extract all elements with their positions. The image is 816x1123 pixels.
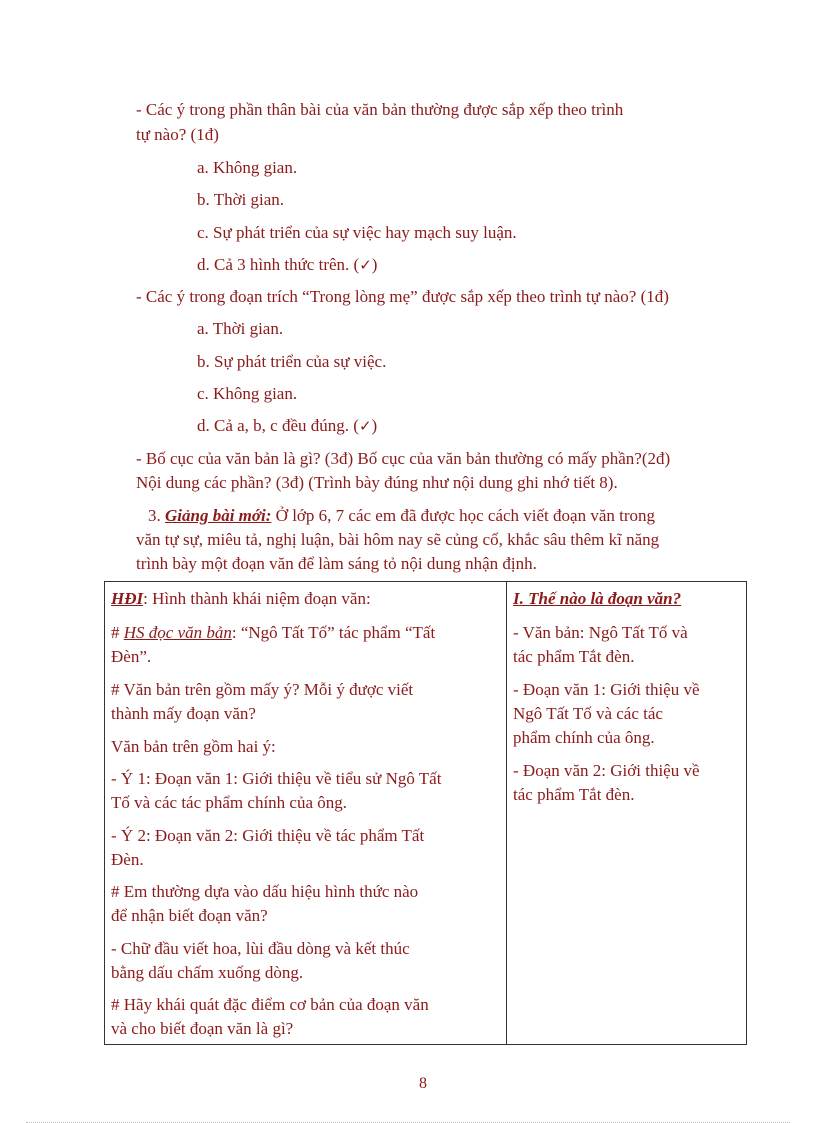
question-1-option-b: b. Thời gian. [197,190,285,209]
close-paren: ) [371,255,378,274]
question-2-option-b: b. Sự phát triển của sự việc. [197,352,387,371]
option-d-text: d. Cả a, b, c đều đúng. ( [197,416,359,435]
section-3-intro: Ở lớp 6, 7 các em đã được học cách viết đoạn văn trong [275,506,656,525]
question-1-option-d [197,253,377,278]
idea-2-line-1: - Ý 2: Đoạn văn 2: Giới thiệu về tác phẩm Tất [111,826,425,845]
read-text-rest: : “Ngô Tất Tố” tác phẩm “Tất [231,623,436,642]
read-text-line-1 [111,621,435,646]
question-1-line-2: tự nào? (1đ) [136,125,219,144]
question-b-line-1: # Em thường dựa vào dấu hiệu hình thức nào [111,882,419,901]
right-item-2-line-2: Ngô Tất Tố và các tác [513,704,663,723]
right-heading: I. Thế nào là đoạn văn? [513,589,682,608]
right-item-1-line-1: - Văn bản: Ngô Tất Tố và [513,623,688,642]
question-c-line-1: # Hãy khái quát đặc điểm cơ bản của đoạn văn [111,995,429,1014]
right-item-3-line-1: - Đoạn văn 2: Giới thiệu về [513,761,700,780]
section-3-line-1 [148,504,655,529]
question-b-line-2: để nhận biết đoạn văn? [111,906,268,925]
right-item-2-line-3: phẩm chính của ông. [513,728,655,747]
lesson-table [104,581,747,1045]
question-1-option-a: a. Không gian. [197,158,298,177]
idea-1-line-1: - Ý 1: Đoạn văn 1: Giới thiệu về tiểu sử Ngô Tất [111,769,442,788]
activity-title: : Hình thành khái niệm đoạn văn: [143,589,371,608]
activity-heading [111,587,371,612]
option-d-text: d. Cả 3 hình thức trên. ( [197,255,360,274]
section-3-line-3: trình bày một đoạn văn để làm sáng tỏ nội dung nhận định. [136,554,537,573]
column-divider [506,582,507,1044]
question-2-option-a: a. Thời gian. [197,319,284,338]
read-text-line-2: Đèn”. [111,647,152,666]
answer-a: Văn bản trên gồm hai ý: [111,737,276,756]
answer-b-line-2: bằng dấu chấm xuống dòng. [111,963,304,982]
question-1-line-1: - Các ý trong phần thân bài của văn bản thường được sắp xếp theo trình [136,100,624,119]
section-number: 3. [148,506,161,525]
answer-b-line-1: - Chữ đầu viết hoa, lùi đầu dòng và kết thúc [111,939,410,958]
question-2-option-d [197,414,377,439]
right-item-2-line-1: - Đoạn văn 1: Giới thiệu về [513,680,700,699]
read-text-label: HS đọc văn bản [123,623,232,642]
question-a-line-2: thành mấy đoạn văn? [111,704,256,723]
idea-1-line-2: Tố và các tác phẩm chính của ông. [111,793,348,812]
check-mark-icon: ✓ [358,417,372,435]
section-3-line-2: văn tự sự, miêu tả, nghị luận, bài hôm nay sẽ củng cố, khắc sâu thêm kĩ năng [136,530,660,549]
idea-2-line-2: Đèn. [111,850,144,869]
check-mark-icon: ✓ [359,256,372,274]
activity-label: HĐI [111,589,144,608]
right-item-1-line-2: tác phẩm Tắt đèn. [513,647,635,666]
question-a-line-1: # Văn bản trên gồm mấy ý? Mỗi ý được viết [111,680,414,699]
question-2-option-c: c. Không gian. [197,384,298,403]
question-3-line-2: Nội dung các phần? (3đ) (Trình bày đúng như nội dung ghi nhớ tiết 8). [136,473,618,492]
hash-prefix: # [111,623,124,642]
page-number: 8 [419,1075,427,1092]
question-c-line-2: và cho biết đoạn văn là gì? [111,1019,294,1038]
close-paren: ) [371,416,378,435]
section-heading: Giảng bài mới: [165,506,272,525]
question-3-line-1: - Bố cục của văn bản là gì? (3đ) Bố cục của văn bản thường có mấy phần?(2đ) [136,449,671,468]
question-2-line-1: - Các ý trong đoạn trích “Trong lòng mẹ” được sắp xếp theo trình tự nào? (1đ) [136,287,669,306]
right-item-3-line-2: tác phẩm Tắt đèn. [513,785,635,804]
question-1-option-c: c. Sự phát triển của sự việc hay mạch suy luận. [197,223,517,242]
